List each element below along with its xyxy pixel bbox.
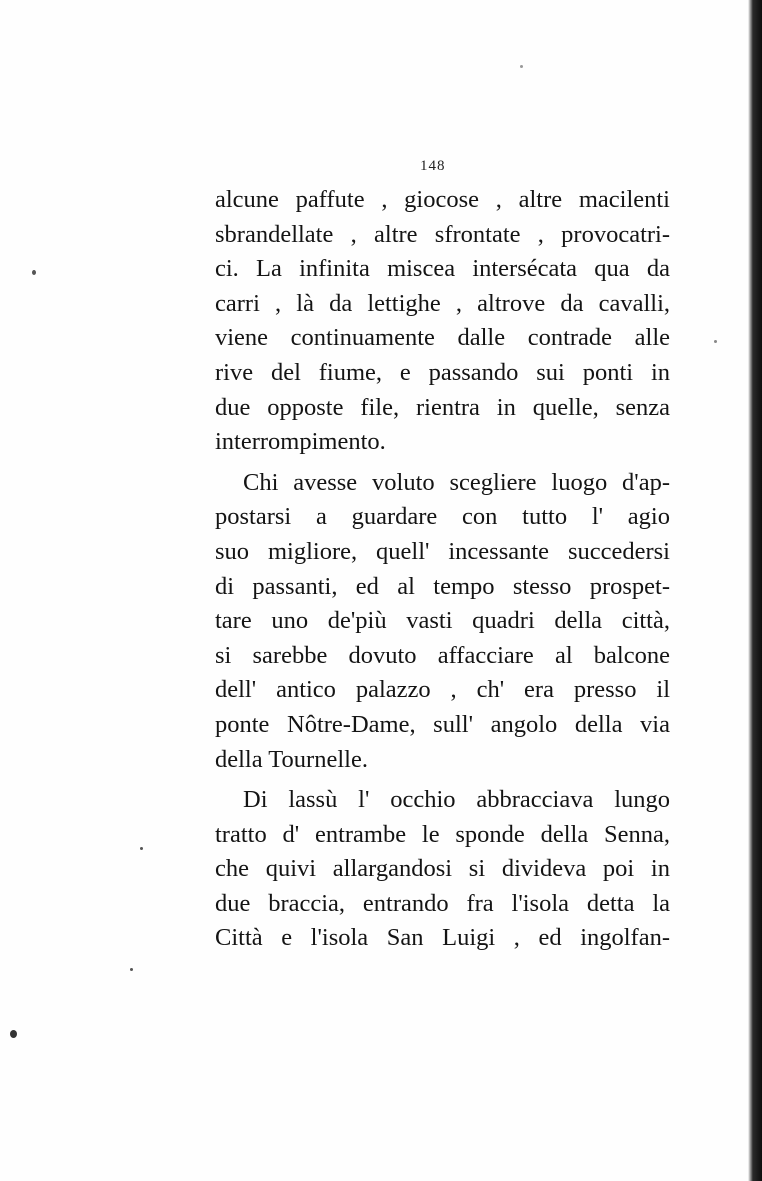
scan-speck: [32, 270, 36, 275]
text-line: due braccia, entrando fra l'isola detta la: [215, 889, 670, 917]
text-line: Città e l'isola San Luigi , ed ingolfan-: [215, 924, 670, 952]
text-line: carri , là da lettighe , altrove da cavalli,: [215, 289, 670, 317]
page-number: 148: [420, 158, 446, 174]
text-line: della Tournelle.: [215, 745, 368, 773]
text-line: ci. La infinita miscea intersécata qua da: [215, 255, 670, 283]
scan-speck: [140, 847, 143, 850]
text-line: ponte Nôtre-Dame, sull' angolo della via: [215, 710, 670, 738]
text-line: Di lassù l' occhio abbracciava lungo: [243, 786, 670, 814]
text-line: dell' antico palazzo , ch' era presso il: [215, 676, 670, 704]
text-line: tare uno de'più vasti quadri della città,: [215, 607, 670, 635]
text-line: tratto d' entrambe le sponde della Senna,: [215, 820, 670, 848]
text-line: postarsi a guardare con tutto l' agio: [215, 503, 670, 531]
text-line: rive del fiume, e passando sui ponti in: [215, 358, 670, 386]
text-line: suo migliore, quell' incessante succedersi: [215, 537, 670, 565]
page-binding-edge: [748, 0, 762, 1181]
scan-speck: [714, 340, 717, 343]
text-line: sbrandellate , altre sfrontate , provocatri-: [215, 220, 670, 248]
text-line: che quivi allargandosi si divideva poi in: [215, 855, 670, 883]
text-line: di passanti, ed al tempo stesso prospet-: [215, 572, 670, 600]
text-line: Chi avesse voluto scegliere luogo d'ap-: [243, 468, 670, 496]
text-line: si sarebbe dovuto affacciare al balcone: [215, 641, 670, 669]
text-line: alcune paffute , giocose , altre macilenti: [215, 186, 670, 213]
text-line: interrompimento.: [215, 428, 386, 456]
text-line: due opposte file, rientra in quelle, senza: [215, 393, 670, 421]
scan-speck: [520, 65, 523, 68]
scan-speck: [10, 1030, 17, 1038]
text-line: viene continuamente dalle contrade alle: [215, 324, 670, 352]
body-text: [215, 183, 670, 956]
scan-speck: [130, 968, 133, 971]
